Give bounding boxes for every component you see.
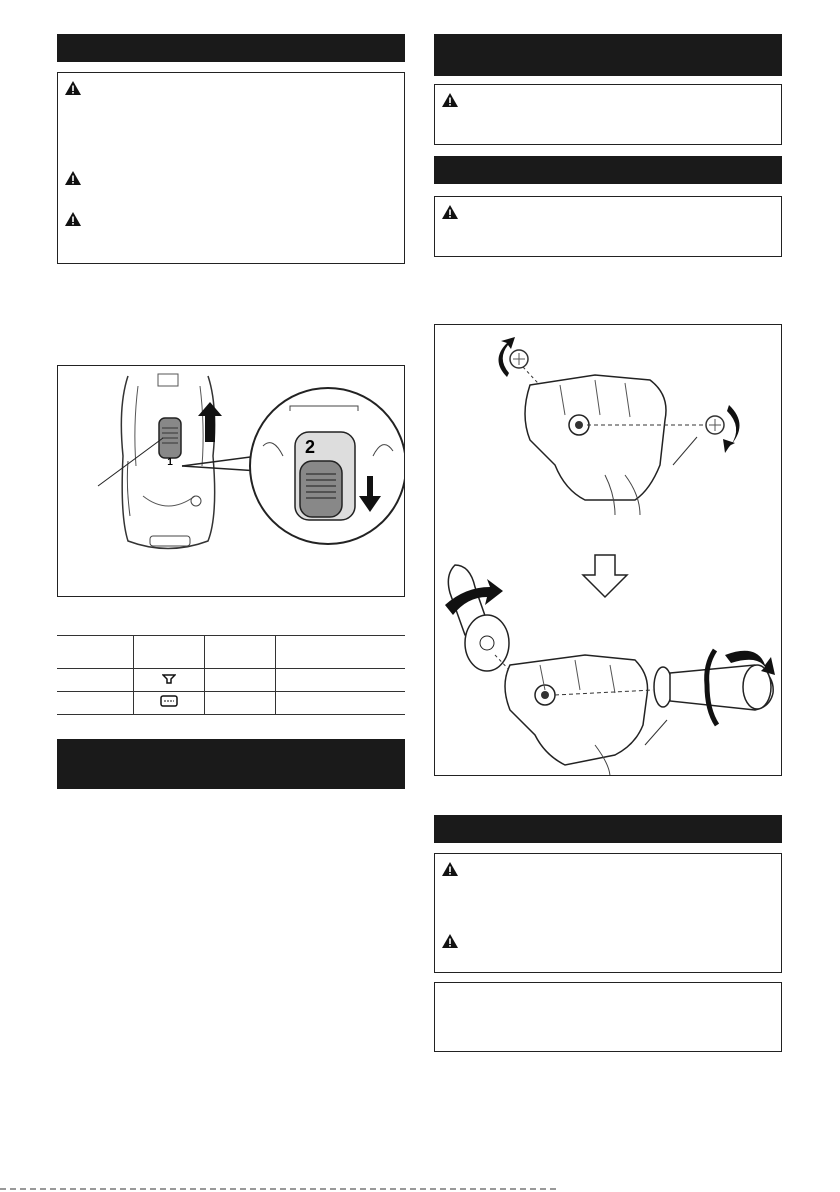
warning-icon xyxy=(441,933,459,949)
section-heading-bar-left-1 xyxy=(57,34,405,62)
footer-rule xyxy=(0,1188,560,1190)
caution-box-right-2 xyxy=(434,196,782,257)
warning-icon xyxy=(441,861,459,877)
warning-icon xyxy=(441,204,459,220)
caution-box-right-3 xyxy=(434,853,782,973)
arrow-up-icon xyxy=(198,402,222,442)
speed-table xyxy=(57,635,405,715)
section-heading-bar-right-2 xyxy=(434,156,782,184)
warning-icon xyxy=(64,170,82,186)
low-speed-icon xyxy=(162,674,176,684)
caution-box-left-1 xyxy=(57,72,405,264)
tool-top-view-illustration xyxy=(58,366,405,597)
table-row xyxy=(57,692,405,715)
figure-speed-change xyxy=(57,365,405,597)
speed-position-2: 2 xyxy=(304,437,316,457)
warning-icon xyxy=(441,92,459,108)
table-row xyxy=(57,669,405,692)
side-grip-illustration xyxy=(435,325,782,776)
speed-position-1-small: 1 xyxy=(167,457,173,468)
rotate-arrow-icon xyxy=(723,405,740,453)
caution-box-right-1 xyxy=(434,84,782,145)
high-speed-icon xyxy=(160,695,178,707)
table-row xyxy=(57,636,405,669)
note-box-right xyxy=(434,982,782,1052)
warning-icon xyxy=(64,80,82,96)
warning-icon xyxy=(64,211,82,227)
hollow-arrow-down-icon xyxy=(583,555,627,597)
figure-side-grip-install xyxy=(434,324,782,776)
section-heading-bar-right-1 xyxy=(434,34,782,76)
section-heading-bar-left-2 xyxy=(57,739,405,789)
section-heading-bar-right-3 xyxy=(434,815,782,843)
